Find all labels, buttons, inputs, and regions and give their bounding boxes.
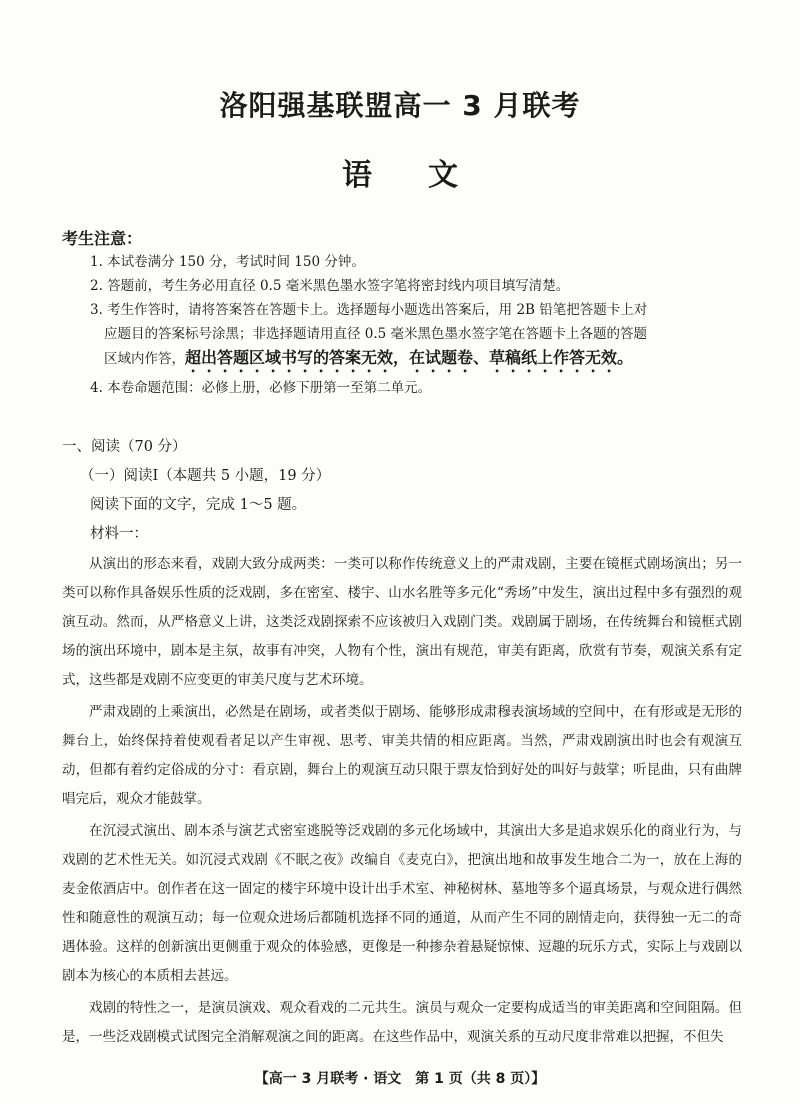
- paragraph: 在沉浸式演出、剧本杀与演艺式密室逃脱等泛戏剧的多元化场域中，其演出大多是追求娱乐化的商业行为，与戏剧的艺术性无关。如沉浸式戏剧《不眠之夜》改编自《麦克白》，把演出地和故事发生地合二为一，放在上海的麦金侬酒店中。创作者在这一固定的楼宇环境中设计出手术室、神秘树林、墓地等多个逼真场景，与观众进行偶然性和随意性的观演互动；每一位观众进场后都随机选择不同的通道，从而产生不同的剧情走向，获得独一无二的奇遇体验。这样的创新演出更侧重于观众的体验感，更像是一种掺杂着悬疑惊悚、逗趣的玩乐方式，实际上与戏剧以剧本为核心的本质相去甚远。: [62, 823, 742, 984]
- section-heading-reading: 一、阅读（70 分）: [62, 439, 187, 455]
- notice-item-3-text: 3. 考生作答时，请将答案答在答题卡上。选择题每小题选出答案后，用 2B 铅笔把答题卡上对应题目的答案标号涂黑；非选择题请用直径 0.5 毫米黑色墨水签字笔在答题卡上各题的答题区域内作答，: [90, 302, 648, 367]
- paragraph: 严肃戏剧的上乘演出，必然是在剧场，或者类似于剧场、能够形成肃穆表演场域的空间中，在有形或是无形的舞台上，始终保持着使观看者足以产生审视、思考、审美共情的相应距离。当然，严肃戏剧演出时也会有观演互动，但都有着约定俗成的分寸：看京剧，舞台上的观演互动只限于票友恰到好处的叫好与鼓掌；听昆曲，只有曲牌唱完后，观众才能鼓掌。: [62, 704, 742, 807]
- reading-passage: [62, 550, 742, 1055]
- notice-list: [90, 250, 650, 400]
- notice-heading: 考生注意：: [62, 229, 143, 248]
- paragraph: 戏剧的特性之一，是演员演戏、观众看戏的二元共生。演员与观众一定要构成适当的审美距离和空间阻隔。但是，一些泛戏剧模式试图完全消解观演之间的距离。在这些作品中，观演关系的互动尺度非常难以把握，不但失: [62, 1000, 742, 1045]
- page-title: 洛阳强基联盟高一 3 月联考: [219, 89, 581, 122]
- material-label: 材料一：: [90, 526, 148, 542]
- page-footer: 【高一 3 月联考 · 语文 第 1 页（共 8 页）】: [254, 1071, 546, 1087]
- notice-item-3-emphasis: 超出答题区域书写的答案无效，在试题卷、草稿纸上作答无效。: [185, 348, 634, 367]
- notice-item-2: 2. 答题前，考生务必用直径 0.5 毫米黑色墨水签字笔将密封线内项目填写清楚。: [90, 278, 570, 294]
- notice-item-3: [90, 298, 650, 376]
- notice-item-4: 4. 本卷命题范围：必修上册，必修下册第一至第二单元。: [90, 380, 432, 396]
- paragraph: 从演出的形态来看，戏剧大致分成两类：一类可以称作传统意义上的严肃戏剧，主要在镜框式剧场演出；另一类可以称作具备娱乐性质的泛戏剧，多在密室、楼宇、山水名胜等多元化“秀场”中发生，演出过程中多有强烈的观演互动。然而，从严格意义上讲，这类泛戏剧探索不应该被归入戏剧门类。戏剧属于剧场，在传统舞台和镜框式剧场的演出环境中，剧本是主氛，故事有冲突，人物有个性，演出有规范，审美有距离，欣赏有节奏，观演关系有定式，这些都是戏剧不应变更的审美尺度与艺术环境。: [62, 556, 742, 688]
- subsection-heading: （一）阅读Ⅰ（本题共 5 小题，19 分）: [80, 468, 331, 484]
- instruction-text: 阅读下面的文字，完成 1～5 题。: [90, 497, 307, 513]
- notice-item-1: 1. 本试卷满分 150 分，考试时间 150 分钟。: [90, 254, 365, 270]
- subject-title: 语文: [342, 158, 514, 193]
